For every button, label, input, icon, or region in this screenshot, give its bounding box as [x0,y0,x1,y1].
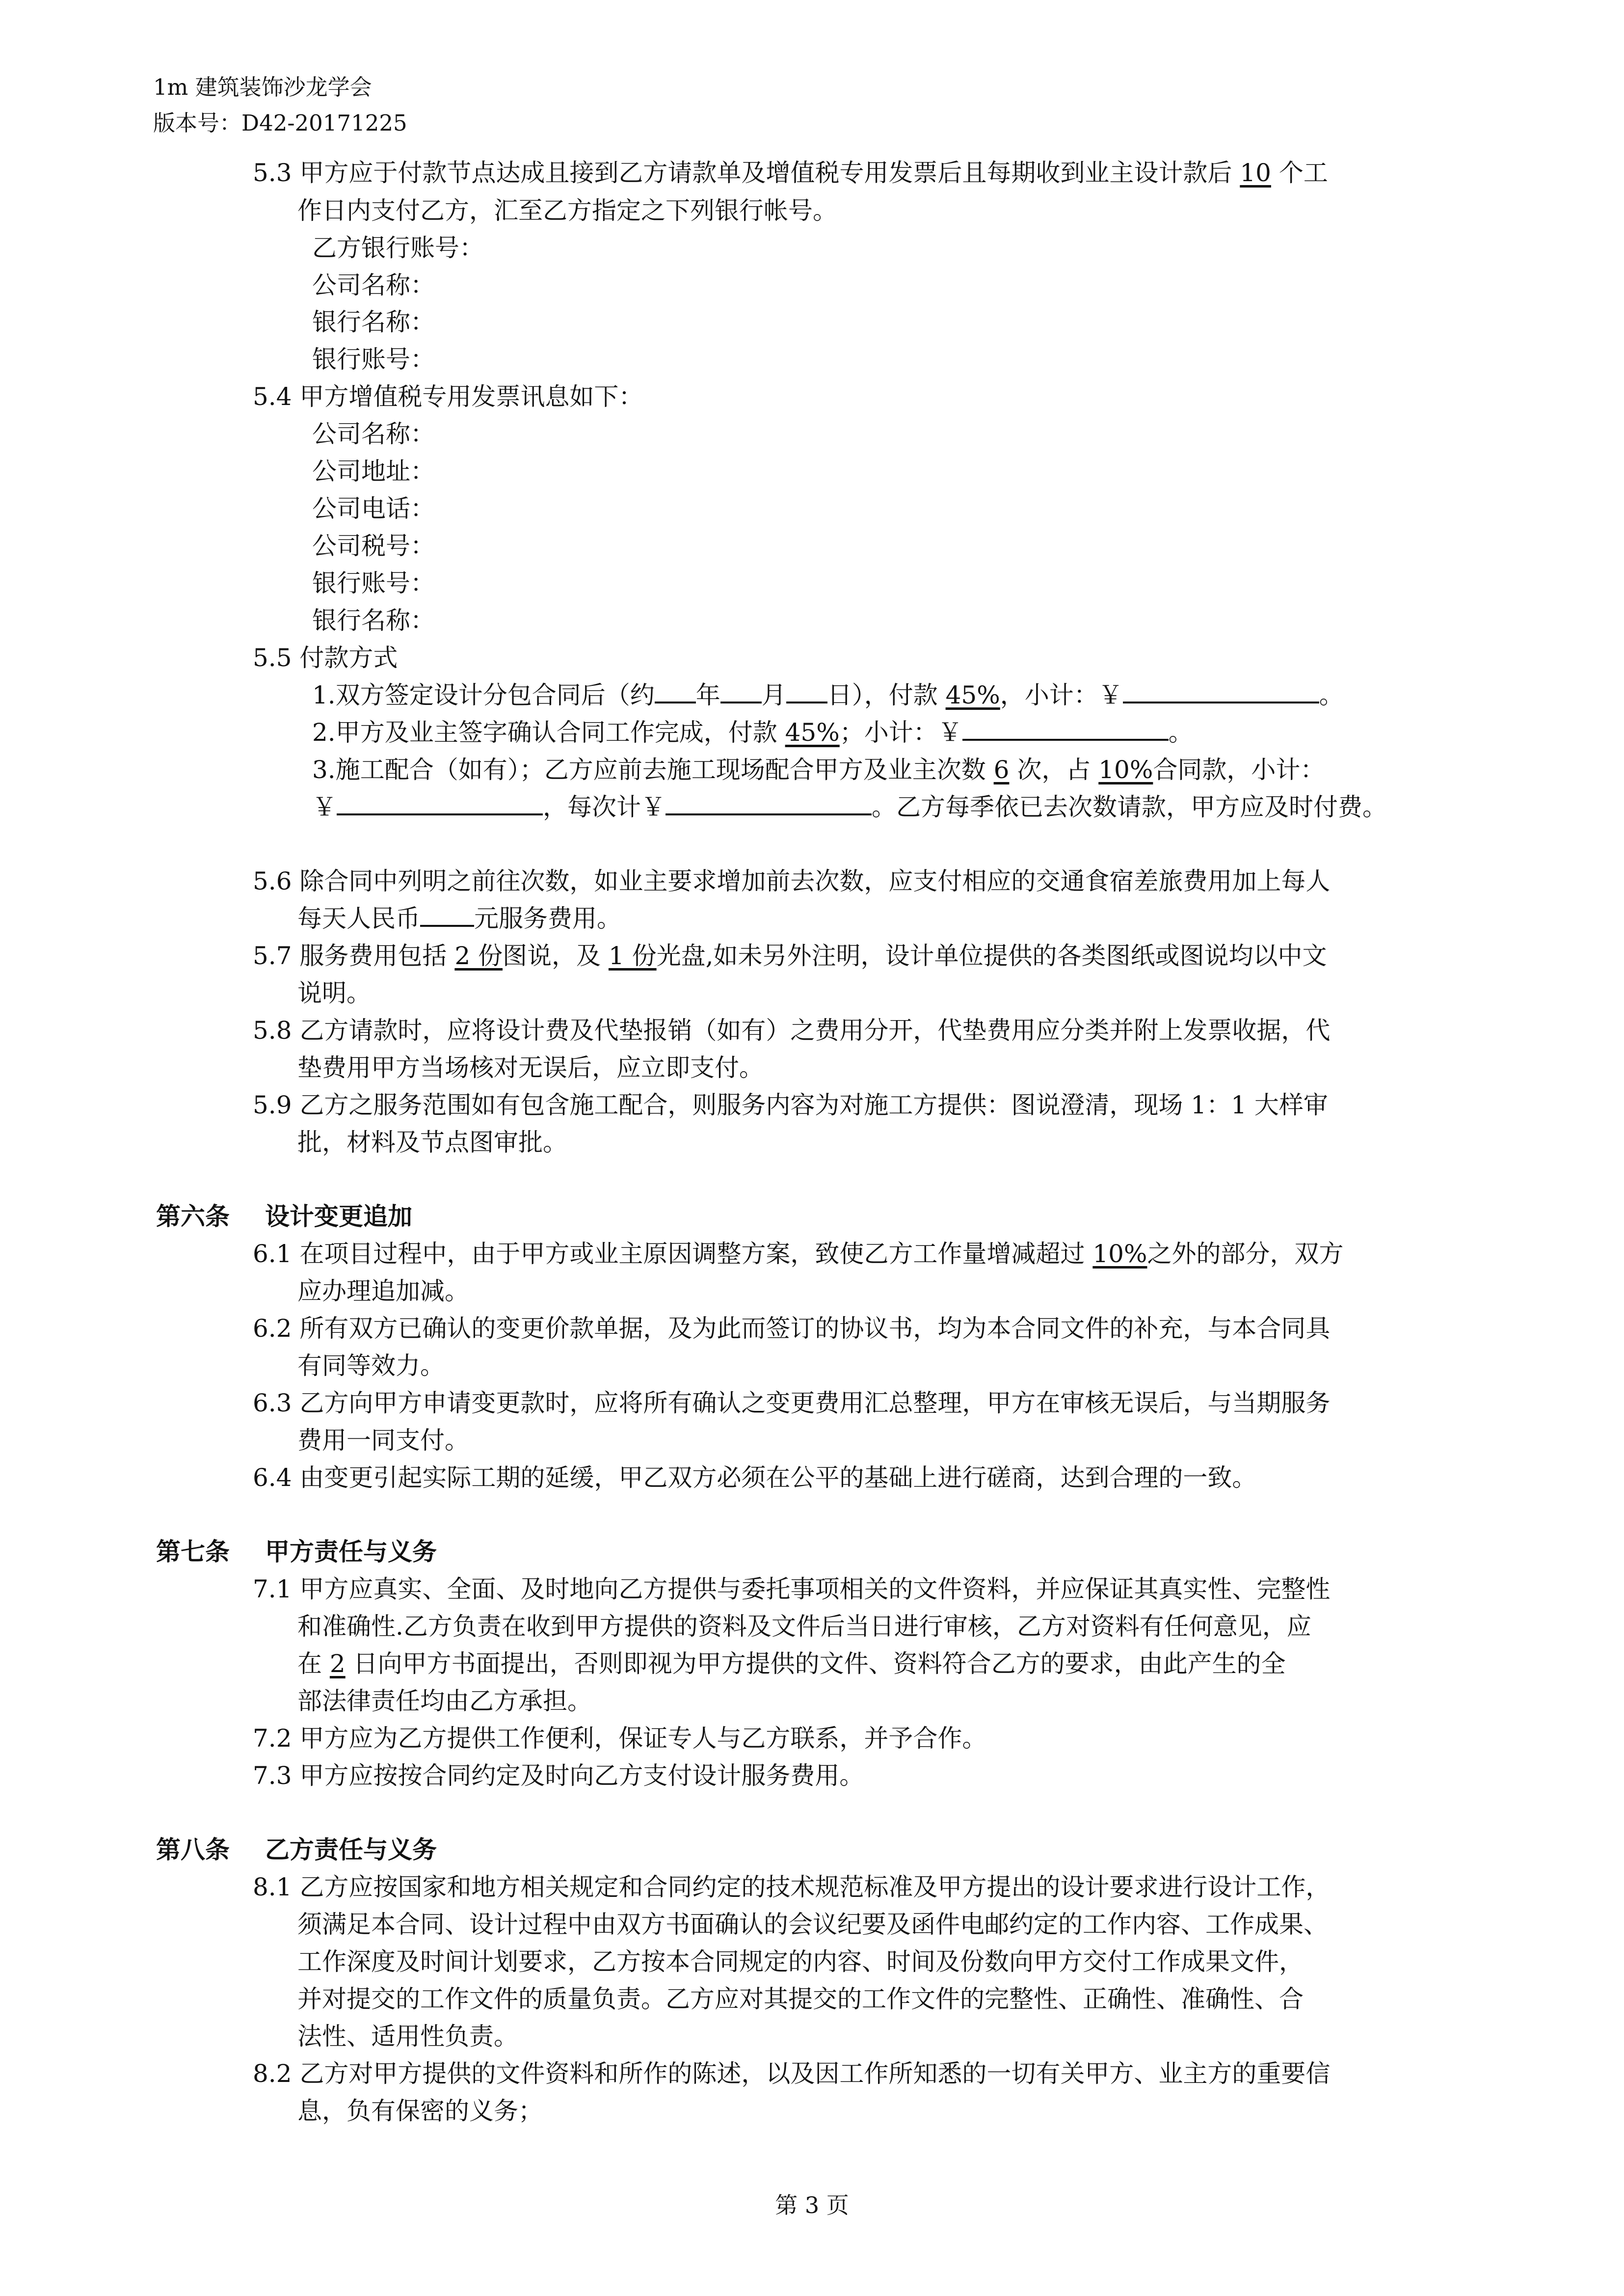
clause-6-4: 6.4 由变更引起实际工期的延缓，甲乙双方必须在公平的基础上进行磋商，达到合理的一致。 [253,1463,1257,1492]
clause-7-1-line4: 部法律责任均由乙方承担。 [297,1687,592,1715]
clause-7-3: 7.3 甲方应按按合同约定及时向乙方支付设计服务费用。 [253,1761,864,1790]
page-number: 第 3 页 [775,2192,849,2218]
header-version: 版本号：D42-20171225 [153,110,407,136]
field-label: 公司地址： [312,457,435,486]
clause-8-1-line4: 并对提交的工作文件的质量负责。乙方应对其提交的工作文件的完整性、正确性、准确性、合 [297,1985,1304,2013]
clause-5-3-line1: 5.3 甲方应于付款节点达成且接到乙方请款单及增值税专用发票后且每期收到业主设计款后 10 个工 [253,159,1328,187]
clause-6-2-line1: 6.2 所有双方已确认的变更价款单据，及为此而签订的协议书，均为本合同文件的补充，与本合同具 [253,1314,1331,1343]
payment-item-2: 2.甲方及业主签字确认合同工作完成，付款 45%；小计：￥ 。 [312,718,1193,747]
payment-item-3: 3.施工配合（如有）；乙方应前去施工现场配合甲方及业主次数 6 次，占 10%合同款，小计： [312,756,1325,784]
article-6-heading: 第六条 设计变更追加 [156,1202,412,1231]
clause-8-2-line1: 8.2 乙方对甲方提供的文件资料和所作的陈述，以及因工作所知悉的一切有关甲方、业主方的重要信 [253,2059,1331,2088]
payment-item-3-line2: ￥ ，每次计￥ 。乙方每季依已去次数请款，甲方应及时付费。 [312,793,1387,821]
clause-5-3-line2: 作日内支付乙方，汇至乙方指定之下列银行帐号。 [297,196,837,225]
clause-6-3-line1: 6.3 乙方向甲方申请变更款时，应将所有确认之变更费用汇总整理，甲方在审核无误后，与当期服务 [253,1389,1331,1417]
clause-5-8-line2: 垫费用甲方当场核对无误后，应立即支付。 [297,1053,764,1082]
field-label: 银行名称： [312,308,435,336]
field-label: 公司名称： [312,420,435,448]
clause-6-2-line2: 有同等效力。 [297,1351,445,1380]
clause-5-7-line2: 说明。 [297,979,371,1007]
field-label: 银行名称： [312,606,435,635]
field-label: 银行账号： [312,345,435,374]
clause-5-8-line1: 5.8 乙方请款时，应将设计费及代垫报销（如有）之费用分开，代垫费用应分类并附上发票收据，代 [253,1016,1331,1045]
clause-7-1-line1: 7.1 甲方应真实、全面、及时地向乙方提供与委托事项相关的文件资料，并应保证其真实性、完整性 [253,1575,1331,1603]
clause-8-2-line2: 息，负有保密的义务； [297,2097,543,2125]
clause-6-1-line1: 6.1 在项目过程中，由于甲方或业主原因调整方案，致使乙方工作量增减超过 10%之外的部分，双方 [253,1240,1344,1268]
clause-5-7-line1: 5.7 服务费用包括 2 份图说，及 1 份光盘,如未另外注明，设计单位提供的各类图纸或图说均以中文 [253,942,1327,970]
clause-5-9-line2: 批，材料及节点图审批。 [297,1128,567,1157]
clause-5-4-title: 5.4 甲方增值税专用发票讯息如下： [253,382,643,411]
header-org: 1m 建筑装饰沙龙学会 [153,74,372,100]
field-label: 公司税号： [312,532,435,560]
field-label: 公司名称： [312,271,435,299]
clause-8-1-line2: 须满足本合同、设计过程中由双方书面确认的会议纪要及函件电邮约定的工作内容、工作成果、 [297,1910,1328,1939]
clause-7-1-line2: 和准确性.乙方负责在收到甲方提供的资料及文件后当日进行审核，乙方对资料有任何意见，应 [297,1612,1311,1641]
field-label: 公司电话： [312,494,435,523]
clause-7-1-line3: 在 2 日向甲方书面提出，否则即视为甲方提供的文件、资料符合乙方的要求，由此产生的全 [297,1649,1286,1678]
clause-6-1-line2: 应办理追加减。 [297,1277,469,1305]
clause-5-5-title: 5.5 付款方式 [253,644,398,672]
clause-5-9-line1: 5.9 乙方之服务范围如有包含施工配合，则服务内容为对施工方提供：图说澄清，现场 1：1 大样审 [253,1091,1328,1119]
clause-8-1-line1: 8.1 乙方应按国家和地方相关规定和合同约定的技术规范标准及甲方提出的设计要求进行设计工作， [253,1873,1331,1901]
clause-5-6-line2: 每天人民币 元服务费用。 [297,904,621,933]
clause-8-1-line3: 工作深度及时间计划要求，乙方按本合同规定的内容、时间及份数向甲方交付工作成果文件， [297,1947,1304,1976]
article-7-heading: 第七条 甲方责任与义务 [156,1537,437,1566]
clause-5-6-line1: 5.6 除合同中列明之前往次数，如业主要求增加前去次数，应支付相应的交通食宿差旅费用加上每人 [253,867,1331,895]
article-8-heading: 第八条 乙方责任与义务 [156,1835,437,1864]
clause-7-2: 7.2 甲方应为乙方提供工作便利，保证专人与乙方联系，并予合作。 [253,1724,987,1753]
clause-8-1-line5: 法性、适用性负责。 [297,2022,518,2051]
field-label: 乙方银行账号： [312,234,484,262]
field-label: 银行账号： [312,569,435,597]
days-value: 10 [1240,159,1271,187]
clause-6-3-line2: 费用一同支付。 [297,1426,469,1455]
payment-item-1: 1.双方签定设计分包合同后（约 年 月 日），付款 45%，小计：￥ 。 [312,681,1344,709]
